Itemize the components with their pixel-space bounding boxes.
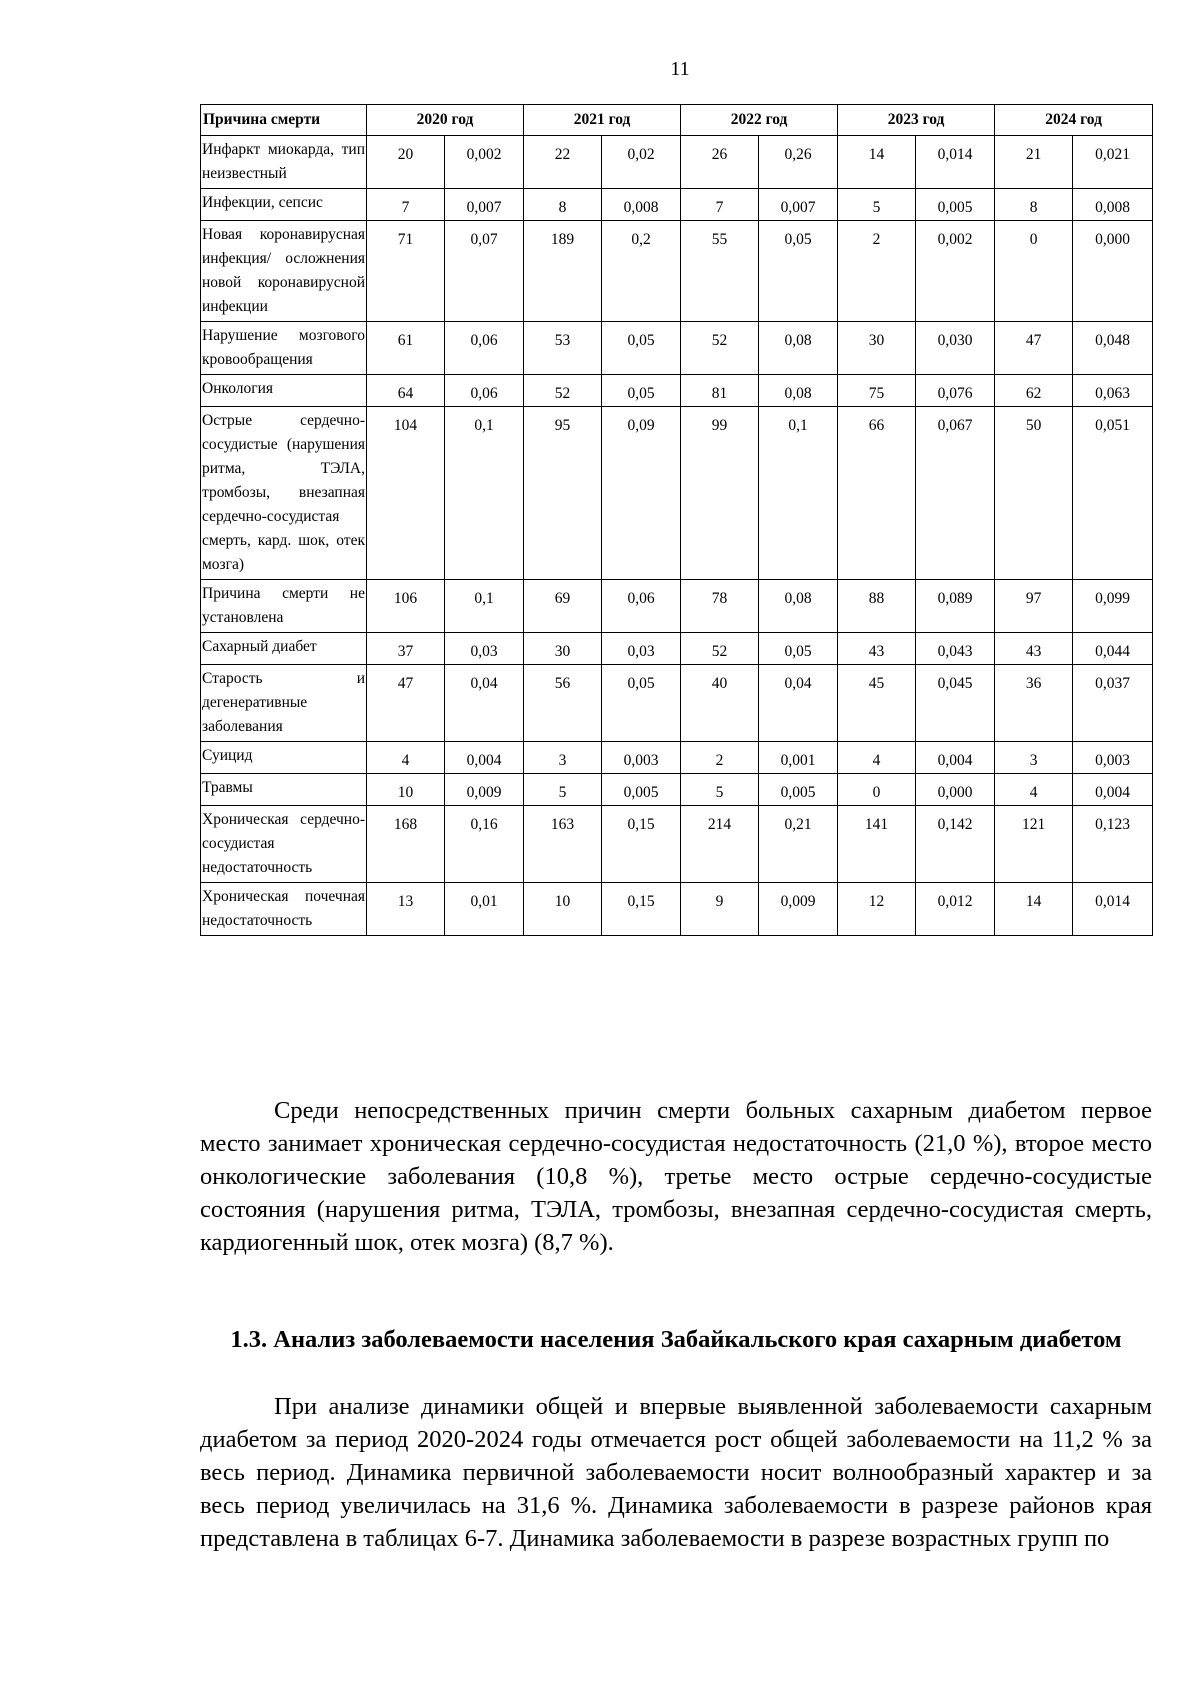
cell-count: 13 [367, 883, 445, 936]
cell-cause: Инфаркт миокарда, тип неизвестный [201, 136, 367, 189]
cell-count: 14 [838, 136, 916, 189]
cell-count: 47 [995, 322, 1073, 375]
cell-rate: 0,26 [759, 136, 838, 189]
cell-count: 214 [681, 806, 759, 883]
cell-count: 47 [367, 665, 445, 742]
cell-rate: 0,04 [445, 665, 524, 742]
cell-rate: 0,014 [1073, 883, 1153, 936]
cell-count: 3 [524, 742, 602, 774]
cell-rate: 0,099 [1073, 580, 1153, 633]
cell-rate: 0,063 [1073, 375, 1153, 407]
cell-rate: 0,007 [759, 189, 838, 221]
cell-count: 12 [838, 883, 916, 936]
cell-rate: 0,043 [916, 633, 995, 665]
table-row [201, 375, 1153, 407]
page-number: 11 [670, 58, 690, 80]
cell-count: 37 [367, 633, 445, 665]
cell-rate: 0,05 [602, 665, 681, 742]
cell-count: 52 [524, 375, 602, 407]
cell-rate: 0,123 [1073, 806, 1153, 883]
cell-count: 97 [995, 580, 1073, 633]
cell-rate: 0,001 [759, 742, 838, 774]
table-row [201, 407, 1153, 580]
cell-count: 95 [524, 407, 602, 580]
cell-rate: 0,000 [916, 774, 995, 806]
table-row [201, 742, 1153, 774]
cell-rate: 0,005 [916, 189, 995, 221]
column-header-cause: Причина смерти [201, 105, 367, 136]
cell-count: 26 [681, 136, 759, 189]
cell-count: 81 [681, 375, 759, 407]
cell-rate: 0,08 [759, 580, 838, 633]
column-header-year: 2021 год [524, 105, 681, 136]
cell-cause: Хроническая почечная недостаточность [201, 883, 367, 936]
paragraph-text: При анализе динамики общей и впервые выявленной заболеваемости сахарным диабетом за период 2020-2024 годы отмечается рост общей заболеваемости на 11,2 % за весь период. Динамика первичной заболеваемости носит волнообразный характер и за весь период увеличилась на 31,6 %. Динамика заболеваемости в разрезе районов края представлена в таблицах 6-7. Динамика заболеваемости в разрезе возрастных групп по [200, 1393, 1152, 1552]
cell-rate: 0,048 [1073, 322, 1153, 375]
cell-count: 43 [995, 633, 1073, 665]
cell-count: 10 [524, 883, 602, 936]
cell-rate: 0,009 [759, 883, 838, 936]
cell-count: 55 [681, 221, 759, 322]
cell-count: 106 [367, 580, 445, 633]
cell-count: 4 [367, 742, 445, 774]
cell-count: 5 [838, 189, 916, 221]
cell-count: 45 [838, 665, 916, 742]
cell-count: 8 [995, 189, 1073, 221]
cell-rate: 0,02 [602, 136, 681, 189]
cell-count: 7 [367, 189, 445, 221]
cell-rate: 0,06 [445, 322, 524, 375]
cell-rate: 0,08 [759, 375, 838, 407]
cell-count: 168 [367, 806, 445, 883]
cell-rate: 0,014 [916, 136, 995, 189]
cell-count: 52 [681, 322, 759, 375]
cell-count: 43 [838, 633, 916, 665]
cell-count: 36 [995, 665, 1073, 742]
cell-count: 4 [995, 774, 1073, 806]
cell-count: 61 [367, 322, 445, 375]
cell-count: 66 [838, 407, 916, 580]
cell-rate: 0,067 [916, 407, 995, 580]
cell-cause: Острые сердечно-сосудистые (нарушения ритма, ТЭЛА, тромбозы, внезапная сердечно-сосудистая смерть, кард. шок, отек мозга) [201, 407, 367, 580]
cell-count: 64 [367, 375, 445, 407]
cell-count: 78 [681, 580, 759, 633]
table-row [201, 322, 1153, 375]
paragraph-mortality-summary [200, 1094, 1152, 1259]
cell-cause: Онкология [201, 375, 367, 407]
cell-rate: 0,004 [445, 742, 524, 774]
cell-rate: 0,21 [759, 806, 838, 883]
cell-count: 5 [681, 774, 759, 806]
cell-count: 10 [367, 774, 445, 806]
cell-cause: Хроническая сердечно-сосудистая недостаточность [201, 806, 367, 883]
cell-rate: 0,16 [445, 806, 524, 883]
cell-rate: 0,002 [445, 136, 524, 189]
cell-rate: 0,142 [916, 806, 995, 883]
cell-count: 99 [681, 407, 759, 580]
cell-count: 9 [681, 883, 759, 936]
cell-count: 2 [838, 221, 916, 322]
cell-count: 104 [367, 407, 445, 580]
cell-rate: 0,05 [602, 375, 681, 407]
table-row [201, 136, 1153, 189]
cell-rate: 0,07 [445, 221, 524, 322]
cell-rate: 0,06 [445, 375, 524, 407]
cell-cause: Инфекции, сепсис [201, 189, 367, 221]
cell-rate: 0,1 [445, 580, 524, 633]
cell-rate: 0,044 [1073, 633, 1153, 665]
column-header-year: 2022 год [681, 105, 838, 136]
cell-rate: 0,007 [445, 189, 524, 221]
cell-count: 7 [681, 189, 759, 221]
cell-count: 5 [524, 774, 602, 806]
cell-rate: 0,003 [602, 742, 681, 774]
paragraph-text: Среди непосредственных причин смерти больных сахарным диабетом первое место занимает хроническая сердечно-сосудистая недостаточность (21,0 %), второе место онкологические заболевания (10,8 %), третье место острые сердечно-сосудистые состояния (нарушения ритма, ТЭЛА, тромбозы, внезапная сердечно-сосудистая смерть, кардиогенный шок, отек мозга) (8,7 %). [200, 1097, 1152, 1256]
cell-rate: 0,000 [1073, 221, 1153, 322]
cell-count: 53 [524, 322, 602, 375]
cell-count: 0 [995, 221, 1073, 322]
cell-count: 30 [838, 322, 916, 375]
table-row [201, 665, 1153, 742]
cell-rate: 0,008 [602, 189, 681, 221]
cell-rate: 0,008 [1073, 189, 1153, 221]
cell-rate: 0,01 [445, 883, 524, 936]
cell-rate: 0,08 [759, 322, 838, 375]
cell-rate: 0,030 [916, 322, 995, 375]
cell-count: 121 [995, 806, 1073, 883]
cell-cause: Причина смерти не установлена [201, 580, 367, 633]
cell-rate: 0,051 [1073, 407, 1153, 580]
cell-rate: 0,04 [759, 665, 838, 742]
cell-count: 21 [995, 136, 1073, 189]
cell-rate: 0,05 [759, 221, 838, 322]
cell-count: 141 [838, 806, 916, 883]
cell-cause: Травмы [201, 774, 367, 806]
table-row [201, 221, 1153, 322]
cell-count: 3 [995, 742, 1073, 774]
mortality-causes-table [200, 104, 1153, 936]
cell-cause: Старость и дегенеративные заболевания [201, 665, 367, 742]
column-header-year: 2020 год [367, 105, 524, 136]
cell-rate: 0,012 [916, 883, 995, 936]
cell-cause: Сахарный диабет [201, 633, 367, 665]
cell-count: 2 [681, 742, 759, 774]
cell-count: 75 [838, 375, 916, 407]
section-heading: 1.3. Анализ заболеваемости населения Забайкальского края сахарным диабетом [230, 1326, 1122, 1353]
cell-rate: 0,1 [759, 407, 838, 580]
cell-rate: 0,003 [1073, 742, 1153, 774]
cell-count: 50 [995, 407, 1073, 580]
cell-cause: Нарушение мозгового кровообращения [201, 322, 367, 375]
cell-rate: 0,004 [916, 742, 995, 774]
cell-rate: 0,15 [602, 806, 681, 883]
cell-count: 163 [524, 806, 602, 883]
cell-count: 22 [524, 136, 602, 189]
cell-rate: 0,009 [445, 774, 524, 806]
cell-rate: 0,004 [1073, 774, 1153, 806]
cell-rate: 0,1 [445, 407, 524, 580]
cell-count: 4 [838, 742, 916, 774]
cell-rate: 0,15 [602, 883, 681, 936]
cell-rate: 0,05 [602, 322, 681, 375]
cell-rate: 0,2 [602, 221, 681, 322]
cell-rate: 0,03 [445, 633, 524, 665]
cell-count: 52 [681, 633, 759, 665]
table-row [201, 580, 1153, 633]
cell-rate: 0,037 [1073, 665, 1153, 742]
table-row [201, 189, 1153, 221]
table-header-row [201, 105, 1153, 136]
cell-count: 69 [524, 580, 602, 633]
cell-count: 56 [524, 665, 602, 742]
cell-count: 71 [367, 221, 445, 322]
table-row [201, 633, 1153, 665]
cell-count: 40 [681, 665, 759, 742]
cell-rate: 0,089 [916, 580, 995, 633]
cell-count: 0 [838, 774, 916, 806]
cell-rate: 0,06 [602, 580, 681, 633]
cell-rate: 0,09 [602, 407, 681, 580]
cell-count: 20 [367, 136, 445, 189]
column-header-year: 2023 год [838, 105, 995, 136]
cell-count: 30 [524, 633, 602, 665]
cell-rate: 0,002 [916, 221, 995, 322]
cell-rate: 0,05 [759, 633, 838, 665]
table-row [201, 883, 1153, 936]
cell-count: 88 [838, 580, 916, 633]
cell-count: 8 [524, 189, 602, 221]
cell-rate: 0,021 [1073, 136, 1153, 189]
cell-rate: 0,03 [602, 633, 681, 665]
cell-count: 14 [995, 883, 1073, 936]
cell-count: 62 [995, 375, 1073, 407]
table-row [201, 774, 1153, 806]
paragraph-incidence-analysis [200, 1390, 1152, 1555]
cell-rate: 0,076 [916, 375, 995, 407]
column-header-year: 2024 год [995, 105, 1153, 136]
cell-count: 189 [524, 221, 602, 322]
cell-rate: 0,005 [759, 774, 838, 806]
table-row [201, 806, 1153, 883]
cell-cause: Новая коронавирусная инфекция/ осложнения новой коронавирусной инфекции [201, 221, 367, 322]
cell-rate: 0,045 [916, 665, 995, 742]
cell-cause: Суицид [201, 742, 367, 774]
cell-rate: 0,005 [602, 774, 681, 806]
